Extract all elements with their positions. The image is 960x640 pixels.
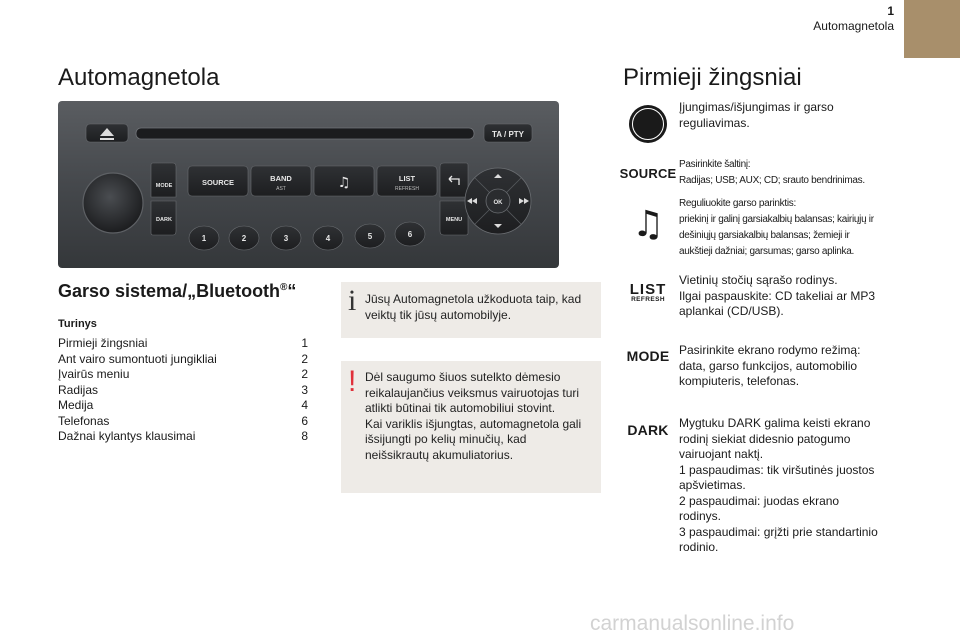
ok-label: OK [493,200,503,206]
audio-settings-button[interactable] [314,166,374,196]
item-text-source: Pasirinkite šaltinį: Radijas; USB; AUX; CD; srauto bendrinimas. [679,159,865,186]
preset-button-6[interactable] [395,222,425,246]
info-icon: i [348,284,357,317]
item-text-dark: Mygtuku DARK galima keisti ekrano rodinį siekiat didesnio patogumo vairuojant naktį. 1 paspaudimas: tik viršutinės juostos apšvietimas. 2 paspaudimai: juodas ekrano rodinys. 3 paspaudimai: grįžti prie standartinio rodinio. [679,416,878,554]
warning-icon: ! [348,365,357,398]
toc-item[interactable]: Telefonas 6 [58,413,308,428]
preset-button-4[interactable] [313,226,343,250]
preset-label: 4 [325,234,331,243]
info-note [341,282,601,338]
warning-note-text: Dėl saugumo šiuos sutelkto dėmesio reikalaujančius veiksmus vairuotojas turi atlikti būtinai tik automobiliui stovint. Kai variklis išjungtas, automagnetola gali išsijungti po kelių minučių, kad neišsikrautų akumuliatorius. [365,370,582,462]
back-button[interactable] [440,163,468,197]
source-button[interactable] [188,166,248,196]
toc-item[interactable]: Dažnai kylantys klausimai 8 [58,429,308,443]
dark-icon: DARK [627,422,669,438]
preset-label: 3 [283,234,289,243]
toc-item[interactable]: Įvairūs meniu 2 [58,367,308,381]
band-ast-button[interactable] [251,166,311,196]
preset-label: 2 [241,234,247,243]
source-icon: SOURCE [619,165,677,181]
ta-pty-button[interactable] [484,124,532,142]
item-text-knob: Įjungimas/išjungimas ir garso reguliavimas. [679,100,834,130]
ast-label: AST [276,186,286,192]
knob-icon [623,102,673,146]
source-label: SOURCE [201,178,235,187]
eject-button[interactable] [86,124,128,142]
refresh-label: REFRESH [395,186,419,192]
warning-note [341,361,601,493]
toc-item[interactable]: Ant vairo sumontuoti jungikliai 2 [58,351,308,366]
preset-button-3[interactable] [271,226,301,250]
band-label: BAND [270,174,292,183]
mode-icon: MODE [626,348,670,364]
navigation-pad[interactable] [465,168,531,234]
menu-button[interactable] [440,201,468,235]
info-note-text: Jūsų Automagnetola užkoduota taip, kad veiktų tik jūsų automobilyje. [365,292,582,322]
section-subtitle: Garso sistema/„Bluetooth®“ [58,281,297,301]
preset-label: 5 [367,232,373,241]
item-text-mode: Pasirinkite ekrano rodymo režimą: data, garso funkcijos, automobilio kompiuteris, telefonas. [679,343,861,388]
page-number: 1 [887,4,894,18]
mode-button[interactable] [151,163,176,197]
dark-button[interactable] [151,201,176,235]
table-of-contents [58,336,308,445]
preset-button-5[interactable] [355,224,385,248]
list-refresh-icon: LIST REFRESH [629,281,667,303]
preset-button-2[interactable] [229,226,259,250]
list-refresh-button[interactable] [377,166,437,196]
section-label: Automagnetola [813,19,894,33]
toc-item[interactable]: Radijas 3 [58,382,308,397]
chapter-tab [904,0,960,58]
ta-pty-label: TA / PTY [492,130,524,139]
volume-knob[interactable] [83,173,143,233]
mode-label: MODE [155,183,173,189]
music-note-icon: ♫ [337,175,351,191]
item-text-list: Vietinių stočių sąrašo rodinys. Ilgai paspauskite: CD takeliai ar MP3 aplankai (CD/USB). [679,273,876,318]
first-steps-title: Pirmieji žingsniai [623,64,802,91]
toc-title: Turinys [58,318,97,330]
preset-label: 1 [201,234,207,243]
menu-label: MENU [445,217,463,223]
toc-item[interactable]: Medija 4 [58,398,308,412]
dark-label: DARK [156,217,172,223]
watermark: carmanualsonline.info [590,612,795,635]
music-note-icon: ♫ [631,204,665,245]
car-radio-image [58,101,559,268]
preset-button-1[interactable] [189,226,219,250]
item-text-audio: Reguliuokite garso parinktis: priekinį ir galinį garsiakalbių balansas; kairiųjų ir dešiniųjų garsiakalbių balansas; žemieji ir aukštieji dažniai; garsumas; garso aplinka. [679,198,874,257]
cd-slot [136,128,474,139]
list-label: LIST [398,174,416,183]
page-title: Automagnetola [58,64,220,91]
preset-label: 6 [407,230,413,239]
toc-item[interactable]: Pirmieji žingsniai 1 [58,336,308,350]
